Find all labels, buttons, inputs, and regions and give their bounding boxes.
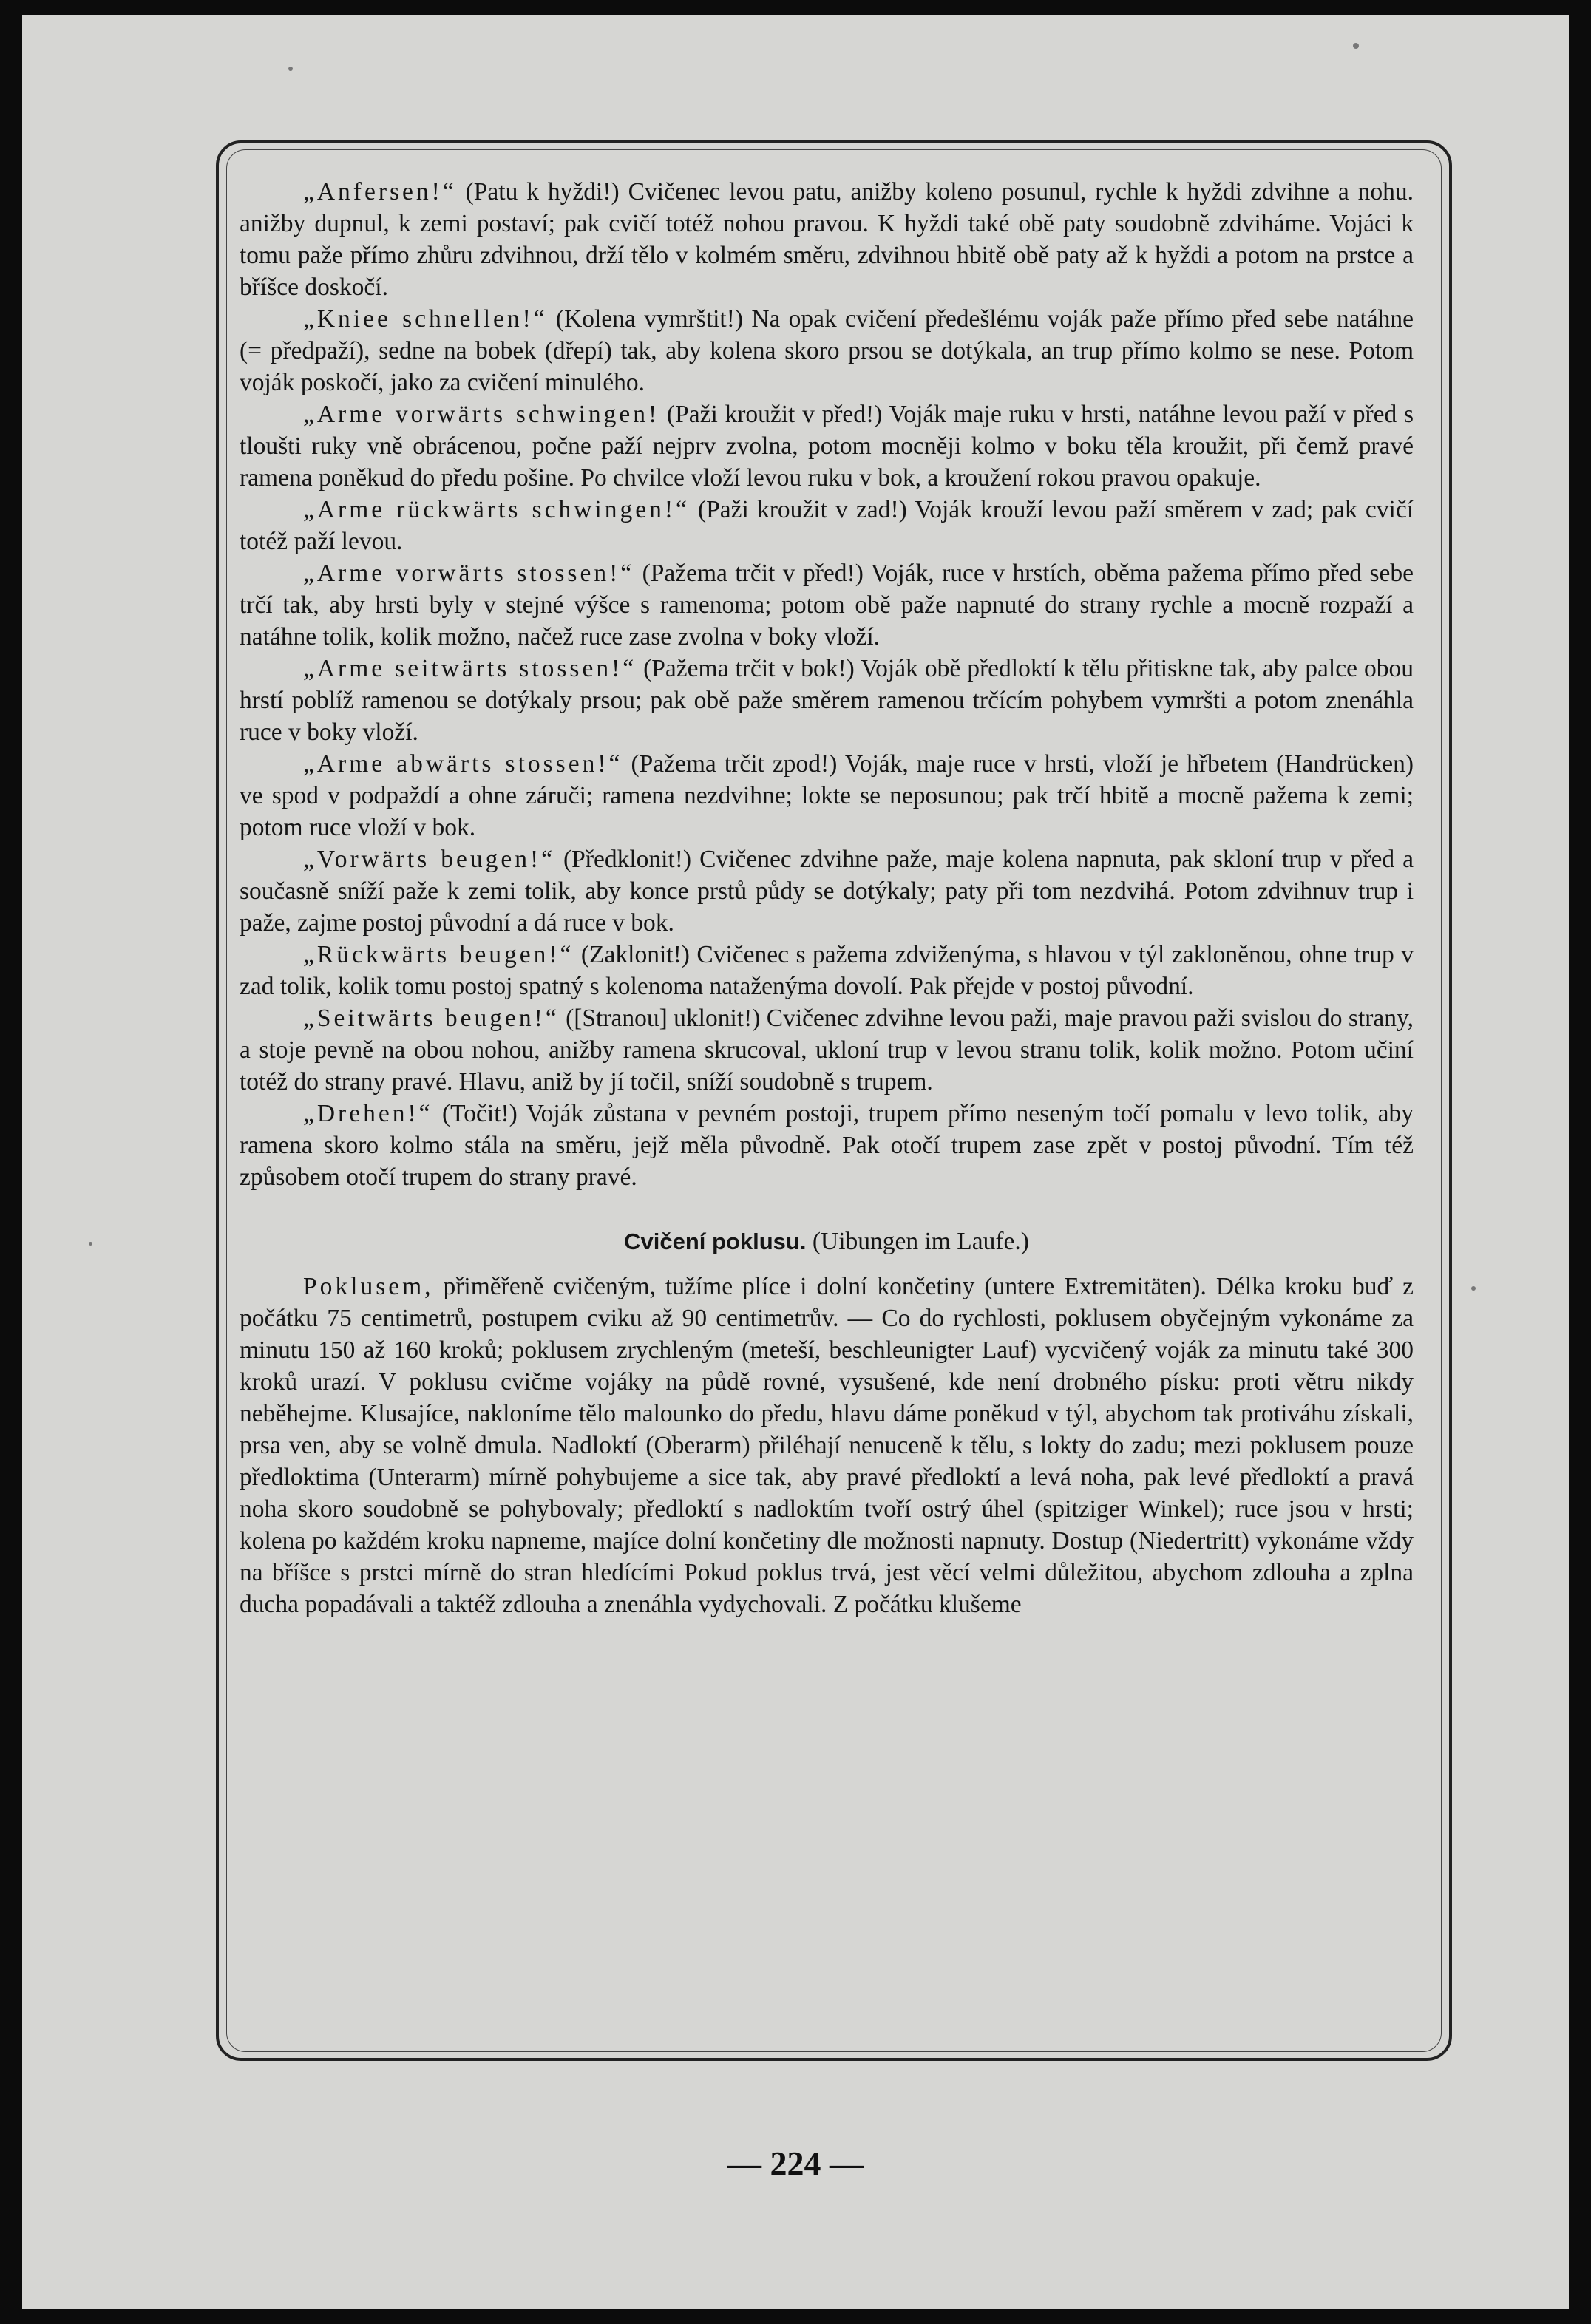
command-term: „Vorwärts beugen!“ xyxy=(303,846,555,873)
body-text xyxy=(240,176,1414,1620)
lead-term: Poklusem, xyxy=(303,1273,434,1300)
paragraph xyxy=(240,494,1414,557)
command-term: „Arme abwärts stossen!“ xyxy=(303,750,623,778)
command-term: „Drehen!“ xyxy=(303,1100,433,1127)
paragraph-text: (Zaklonit!) Cvičenec s pažema zdviženýma, s hlavou v týl zakloněnou, ohne trup v zad tolik, kolik tomu postoj spatný s kolenoma nataženýma dovolí. Pak přejde v postoj původní. xyxy=(240,941,1414,1000)
scan-speck xyxy=(1353,43,1359,49)
paragraph xyxy=(240,176,1414,303)
paragraph xyxy=(240,939,1414,1002)
paragraph-text: (Paži kroužit v zad!) Voják krouží levou paží směrem v zad; pak cvičí totéž paží levou. xyxy=(240,496,1414,555)
scan-speck xyxy=(1471,1286,1476,1291)
paragraph xyxy=(240,557,1414,653)
paragraph xyxy=(240,398,1414,494)
paragraph-text: ([Stranou] uklonit!) Cvičenec zdvihne levou paži, maje pravou paži svislou do strany, a stoje pevně na obou nohou, anižby ramena skrucoval, ukloní trup v levou stranu tolik, kolik možno. Potom učiní totéž do strany pravé. Hlavu, aniž by jí točil, sníží soudobně s trupem. xyxy=(240,1005,1414,1095)
command-term: „Arme rückwärts schwingen!“ xyxy=(303,496,690,523)
paragraph-text: (Kolena vymrštit!) Na opak cvičení předešlému voják paže přímo před sebe natáhne (= předpaží), sedne na bobek (dřepí) tak, aby kolena skoro prsou se dotýkala, an trup přímo kolmo se nese. Potom voják poskočí, jako za cvičení minulého. xyxy=(240,305,1414,396)
paragraph xyxy=(240,843,1414,939)
page-scan xyxy=(22,15,1569,2309)
section-heading-bold: Cvičení poklusu. xyxy=(624,1229,807,1254)
command-term: „Kniee schnellen!“ xyxy=(303,305,548,333)
paragraph xyxy=(240,303,1414,398)
command-term: „Arme vorwärts schwingen! xyxy=(303,401,660,428)
paragraph-text: (Předklonit!) Cvičenec zdvihne paže, maje kolena napnuta, pak skloní trup v před a současně sníží paže k zemi tolik, aby konce prstů půdy se dotýkaly; paty při tom nezdvihá. Potom zdvihnuv trup i paže, zajme postoj původní a dá ruce v bok. xyxy=(240,846,1414,937)
page-number: — 224 — xyxy=(727,2144,864,2182)
section-heading-rest: (Uibungen im Laufe.) xyxy=(806,1228,1029,1255)
paragraph xyxy=(240,1002,1414,1098)
command-term: „Arme seitwärts stossen!“ xyxy=(303,655,637,682)
command-term: „Anfersen!“ xyxy=(303,178,457,205)
paragraph-text: přiměřeně cvičeným, tužíme plíce i dolní končetiny (untere Extremitäten). Délka kroku buď z počátku 75 centimetrů, postupem cviku až 90 centimetrův. — Co do rychlosti, poklusem obyčejným vykonáme za minutu 150 až 160 kroků; poklusem zrychleným (meteší, beschleunigter Lauf) vycvičený voják za minutu také 300 kroků urazí. V poklusu cvičme vojáky na půdě rovné, vysušené, kde není drobného písku: proti větru nikdy neběhejme. Klusajíce, nakloníme tělo malounko do předu, hlavu dáme poněkud v týl, abychom tak protiváhu získali, prsa ven, aby se volně dmula. Nadloktí (Oberarm) přiléhají nenuceně k tělu, s lokty do zadu; mezi poklusem pouze předloktima (Unterarm) mírně pohybujeme a sice tak, aby pravé předloktí a levá noha, pak levé předloktí a pravá noha skoro soudobně se pohybovaly; předloktí s nadloktím tvoří ostrý úhel (spitziger Winkel); ruce jsou v hrsti; kolena po každém kroku napneme, majíce dolní končetiny dle možnosti napnuty. Dostup (Niedertritt) vykonáme vždy na bříšce s prstci mírně do stran hledícími Pokud poklus trvá, jest věcí velmi důležitou, abychom zdlouha a zplna ducha popadávali a taktéž zdlouha a znenáhla vydychovali. Z počátku klušeme xyxy=(240,1273,1414,1618)
paragraph-text: (Točit!) Voják zůstana v pevném postoji, trupem přímo neseným točí pomalu v levo tolik, aby ramena skoro kolmo stála na směru, jejž měla původně. Pak otočí trupem zase zpět v postoj původní. Tím též způsobem otočí trupem do strany pravé. xyxy=(240,1100,1414,1191)
section-heading xyxy=(240,1226,1414,1257)
command-term: „Seitwärts beugen!“ xyxy=(303,1005,560,1032)
paragraph-text: (Pažema trčit zpod!) Voják, maje ruce v hrsti, vloží je hřbetem (Handrücken) ve spod v podpaždí a ohne záruči; ramena nezdvihne; lokte se neposunou; pak trčí hbitě a mocně pažema k zemi; potom ruce vloží v bok. xyxy=(240,750,1414,841)
paragraph-text: (Paži kroužit v před!) Voják maje ruku v hrsti, natáhne levou paží v před s tloušti ruky vně obrácenou, počne paží nejprv zvolna, potom mocněji kolmo v boku těla kroužit, při čemž pravé ramena poněkud do předu pošine. Po chvilce vloží levou ruku v bok, a kroužení rokou pravou opakuje. xyxy=(240,401,1414,492)
command-term: „Arme vorwärts stossen!“ xyxy=(303,560,635,587)
scan-speck xyxy=(89,1242,92,1246)
command-term: „Rückwärts beugen!“ xyxy=(303,941,574,968)
paragraph xyxy=(240,1098,1414,1193)
scan-speck xyxy=(288,67,293,71)
paragraph xyxy=(240,653,1414,748)
paragraph xyxy=(240,1271,1414,1620)
paragraph-text: (Pažema trčit v bok!) Voják obě předloktí k tělu přitiskne tak, aby palce obou hrstí poblíž ramenou se dotýkaly prsou; pak obě paže směrem ramenou trčícím pohybem vymršti a potom znenáhla ruce v boky vloží. xyxy=(240,655,1414,746)
paragraph-text: (Patu k hyždi!) Cvičenec levou patu, anižby koleno posunul, rychle k hyždi zdvihne a nohu. anižby dupnul, k zemi postaví; pak cvičí totéž nohou pravou. K hyždi také obě paty soudobně zdviháme. Vojáci k tomu paže přímo zhůru zdvihnou, drží tělo v kolmém směru, zdvihnou hbitě obě paty až k hyždi a potom na prstce a bříšce doskočí. xyxy=(240,178,1414,301)
paragraph xyxy=(240,748,1414,843)
paragraph-text: (Pažema trčit v před!) Voják, ruce v hrstích, oběma pažema přímo před sebe trčí tak, aby hrsti byly v stejné výšce s ramenoma; potom obě paže napnuté do strany rychle a mocně rozpaží a natáhne tolik, kolik možno, načež ruce zase zvolna v boky vloží. xyxy=(240,560,1414,650)
